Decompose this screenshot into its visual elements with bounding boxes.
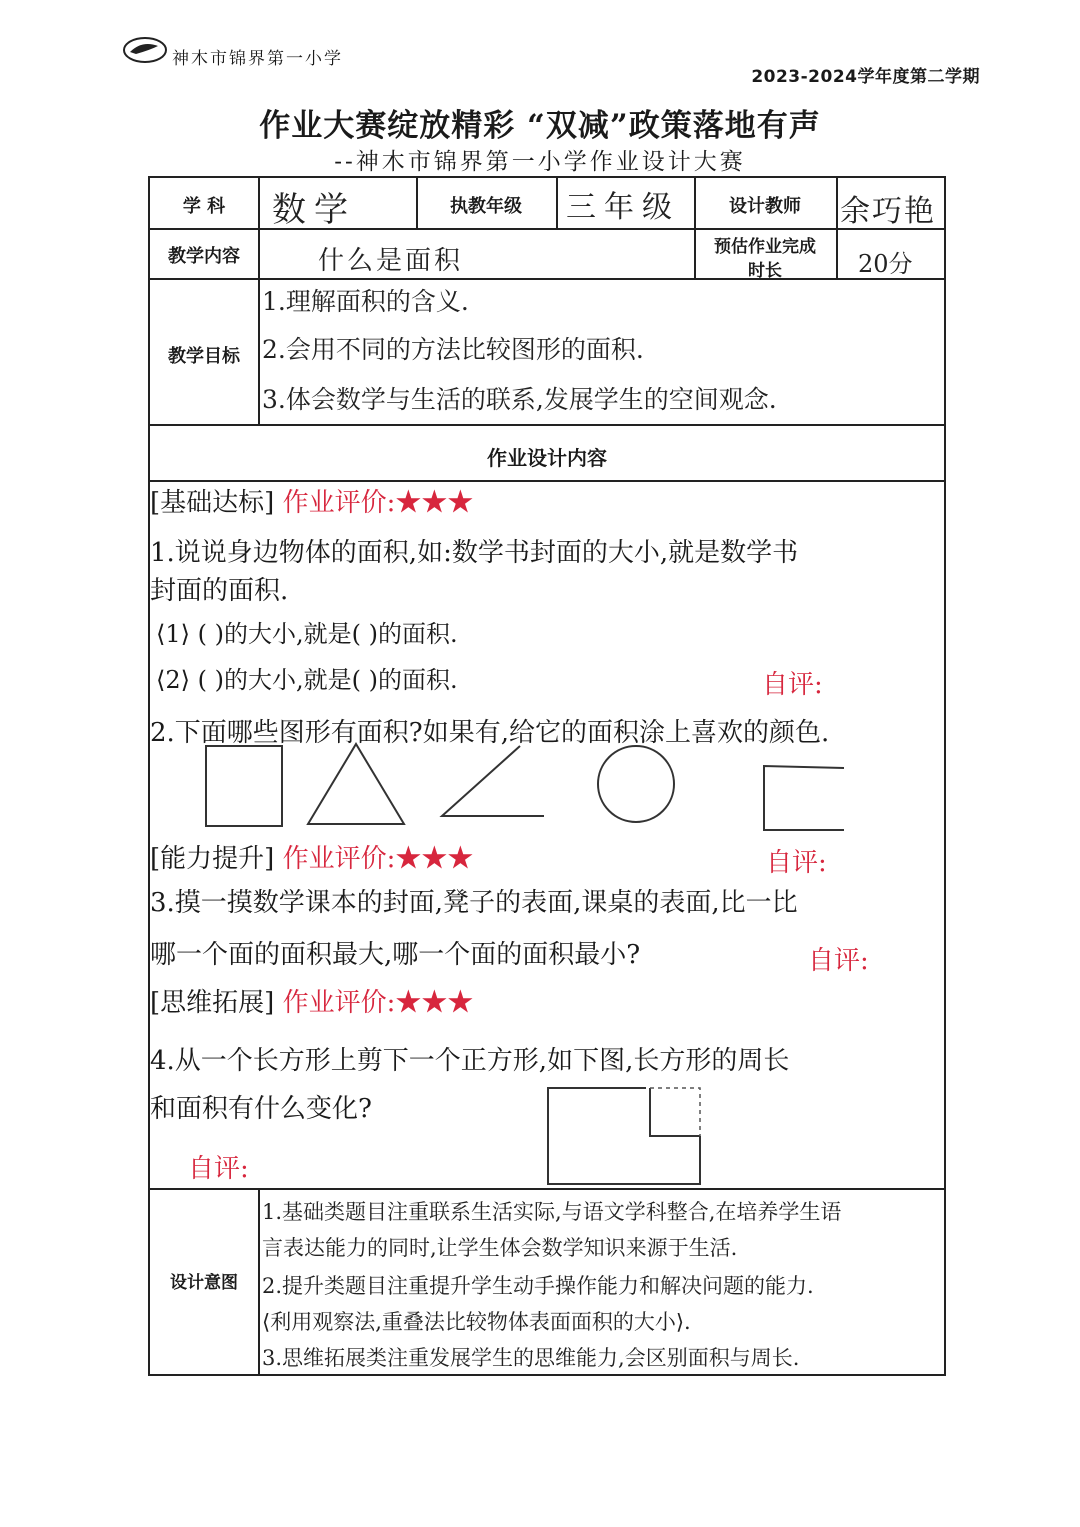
open-rectangle-shape [764, 766, 844, 830]
intent-item: 3.思维拓展类注重发展学生的思维能力,会区别面积与周长. [262, 1346, 800, 1370]
page-subtitle: --神木市锦界第一小学作业设计大赛 [334, 149, 746, 175]
q3-line2: 哪一个面的面积最大,哪一个面的面积最小? [150, 940, 641, 970]
self-eval: 自评: [188, 1154, 249, 1184]
intent-label: 设计意图 [170, 1273, 238, 1293]
time-label-2: 时长 [748, 261, 782, 281]
goal-item: 2.会用不同的方法比较图形的面积. [262, 335, 644, 364]
teacher-value: 余巧艳 [840, 194, 936, 229]
thinking-section-header [150, 982, 473, 1019]
self-eval: 自评: [808, 946, 869, 976]
teacher-label: 设计教师 [729, 196, 801, 217]
content-label: 教学内容 [168, 246, 240, 267]
intent-item: 言表达能力的同时,让学生体会数学知识来源于生活. [262, 1236, 738, 1260]
star-rating-icon: ★★★ [395, 488, 474, 518]
content-value: 什么是面积 [318, 246, 464, 276]
term-label: 2023-2024学年度第二学期 [751, 67, 980, 87]
star-rating-icon: ★★★ [395, 988, 474, 1018]
school-name: 神木市锦界第一小学 [172, 49, 343, 69]
goal-item: 1.理解面积的含义. [262, 287, 469, 316]
page-title: 作业大赛绽放精彩 “双减”政策落地有声 [259, 108, 821, 144]
thinking-tag: [思维拓展] [150, 988, 275, 1018]
triangle-shape [308, 744, 404, 824]
subject-value: 数学 [272, 190, 356, 230]
q2: 2.下面哪些图形有面积?如果有,给它的面积涂上喜欢的颜色. [150, 718, 830, 748]
square-shape [206, 746, 282, 826]
goals-label: 教学目标 [168, 346, 240, 367]
intent-item: ⟨利用观察法,重叠法比较物体表面面积的大小⟩. [262, 1310, 691, 1334]
star-rating-icon: ★★★ [395, 844, 474, 874]
q4-line1: 4.从一个长方形上剪下一个正方形,如下图,长方形的周长 [150, 1046, 790, 1076]
cut-rectangle-figure [544, 1084, 706, 1188]
shapes-figure [190, 738, 860, 838]
self-eval: 自评: [762, 670, 823, 700]
time-value: 20分 [858, 250, 913, 278]
q1-line1: 1.说说身边物体的面积,如:数学书封面的大小,就是数学书 [150, 538, 799, 568]
q1-line2: 封面的面积. [150, 576, 289, 606]
goal-item: 3.体会数学与生活的联系,发展学生的空间观念. [262, 385, 777, 414]
q4-line2: 和面积有什么变化? [150, 1094, 372, 1124]
grade-value: 三年级 [566, 190, 680, 225]
subject-label: 学 科 [182, 196, 226, 217]
eval-label: 作业评价: [282, 844, 396, 874]
basic-tag: [基础达标] [150, 488, 275, 518]
circle-shape [598, 746, 674, 822]
eval-label: 作业评价: [282, 988, 396, 1018]
section-title: 作业设计内容 [487, 446, 607, 470]
self-eval: 自评: [766, 848, 827, 878]
q1-blank2: ⟨2⟩ ( )的大小,就是( )的面积. [156, 666, 458, 694]
intent-item: 2.提升类题目注重提升学生动手操作能力和解决问题的能力. [262, 1274, 814, 1298]
eval-label: 作业评价: [282, 488, 396, 518]
q3-line1: 3.摸一摸数学课本的封面,凳子的表面,课桌的表面,比一比 [150, 888, 798, 918]
intent-item: 1.基础类题目注重联系生活实际,与语文学科整合,在培养学生语 [262, 1200, 842, 1224]
q1-blank1: ⟨1⟩ ( )的大小,就是( )的面积. [156, 620, 458, 648]
basic-section-header [150, 482, 473, 519]
grade-label: 执教年级 [450, 196, 522, 217]
angle-shape [442, 746, 544, 816]
time-label-1: 预估作业完成 [714, 237, 816, 257]
school-logo-icon [122, 36, 168, 64]
ability-section-header [150, 838, 473, 875]
ability-tag: [能力提升] [150, 844, 275, 874]
